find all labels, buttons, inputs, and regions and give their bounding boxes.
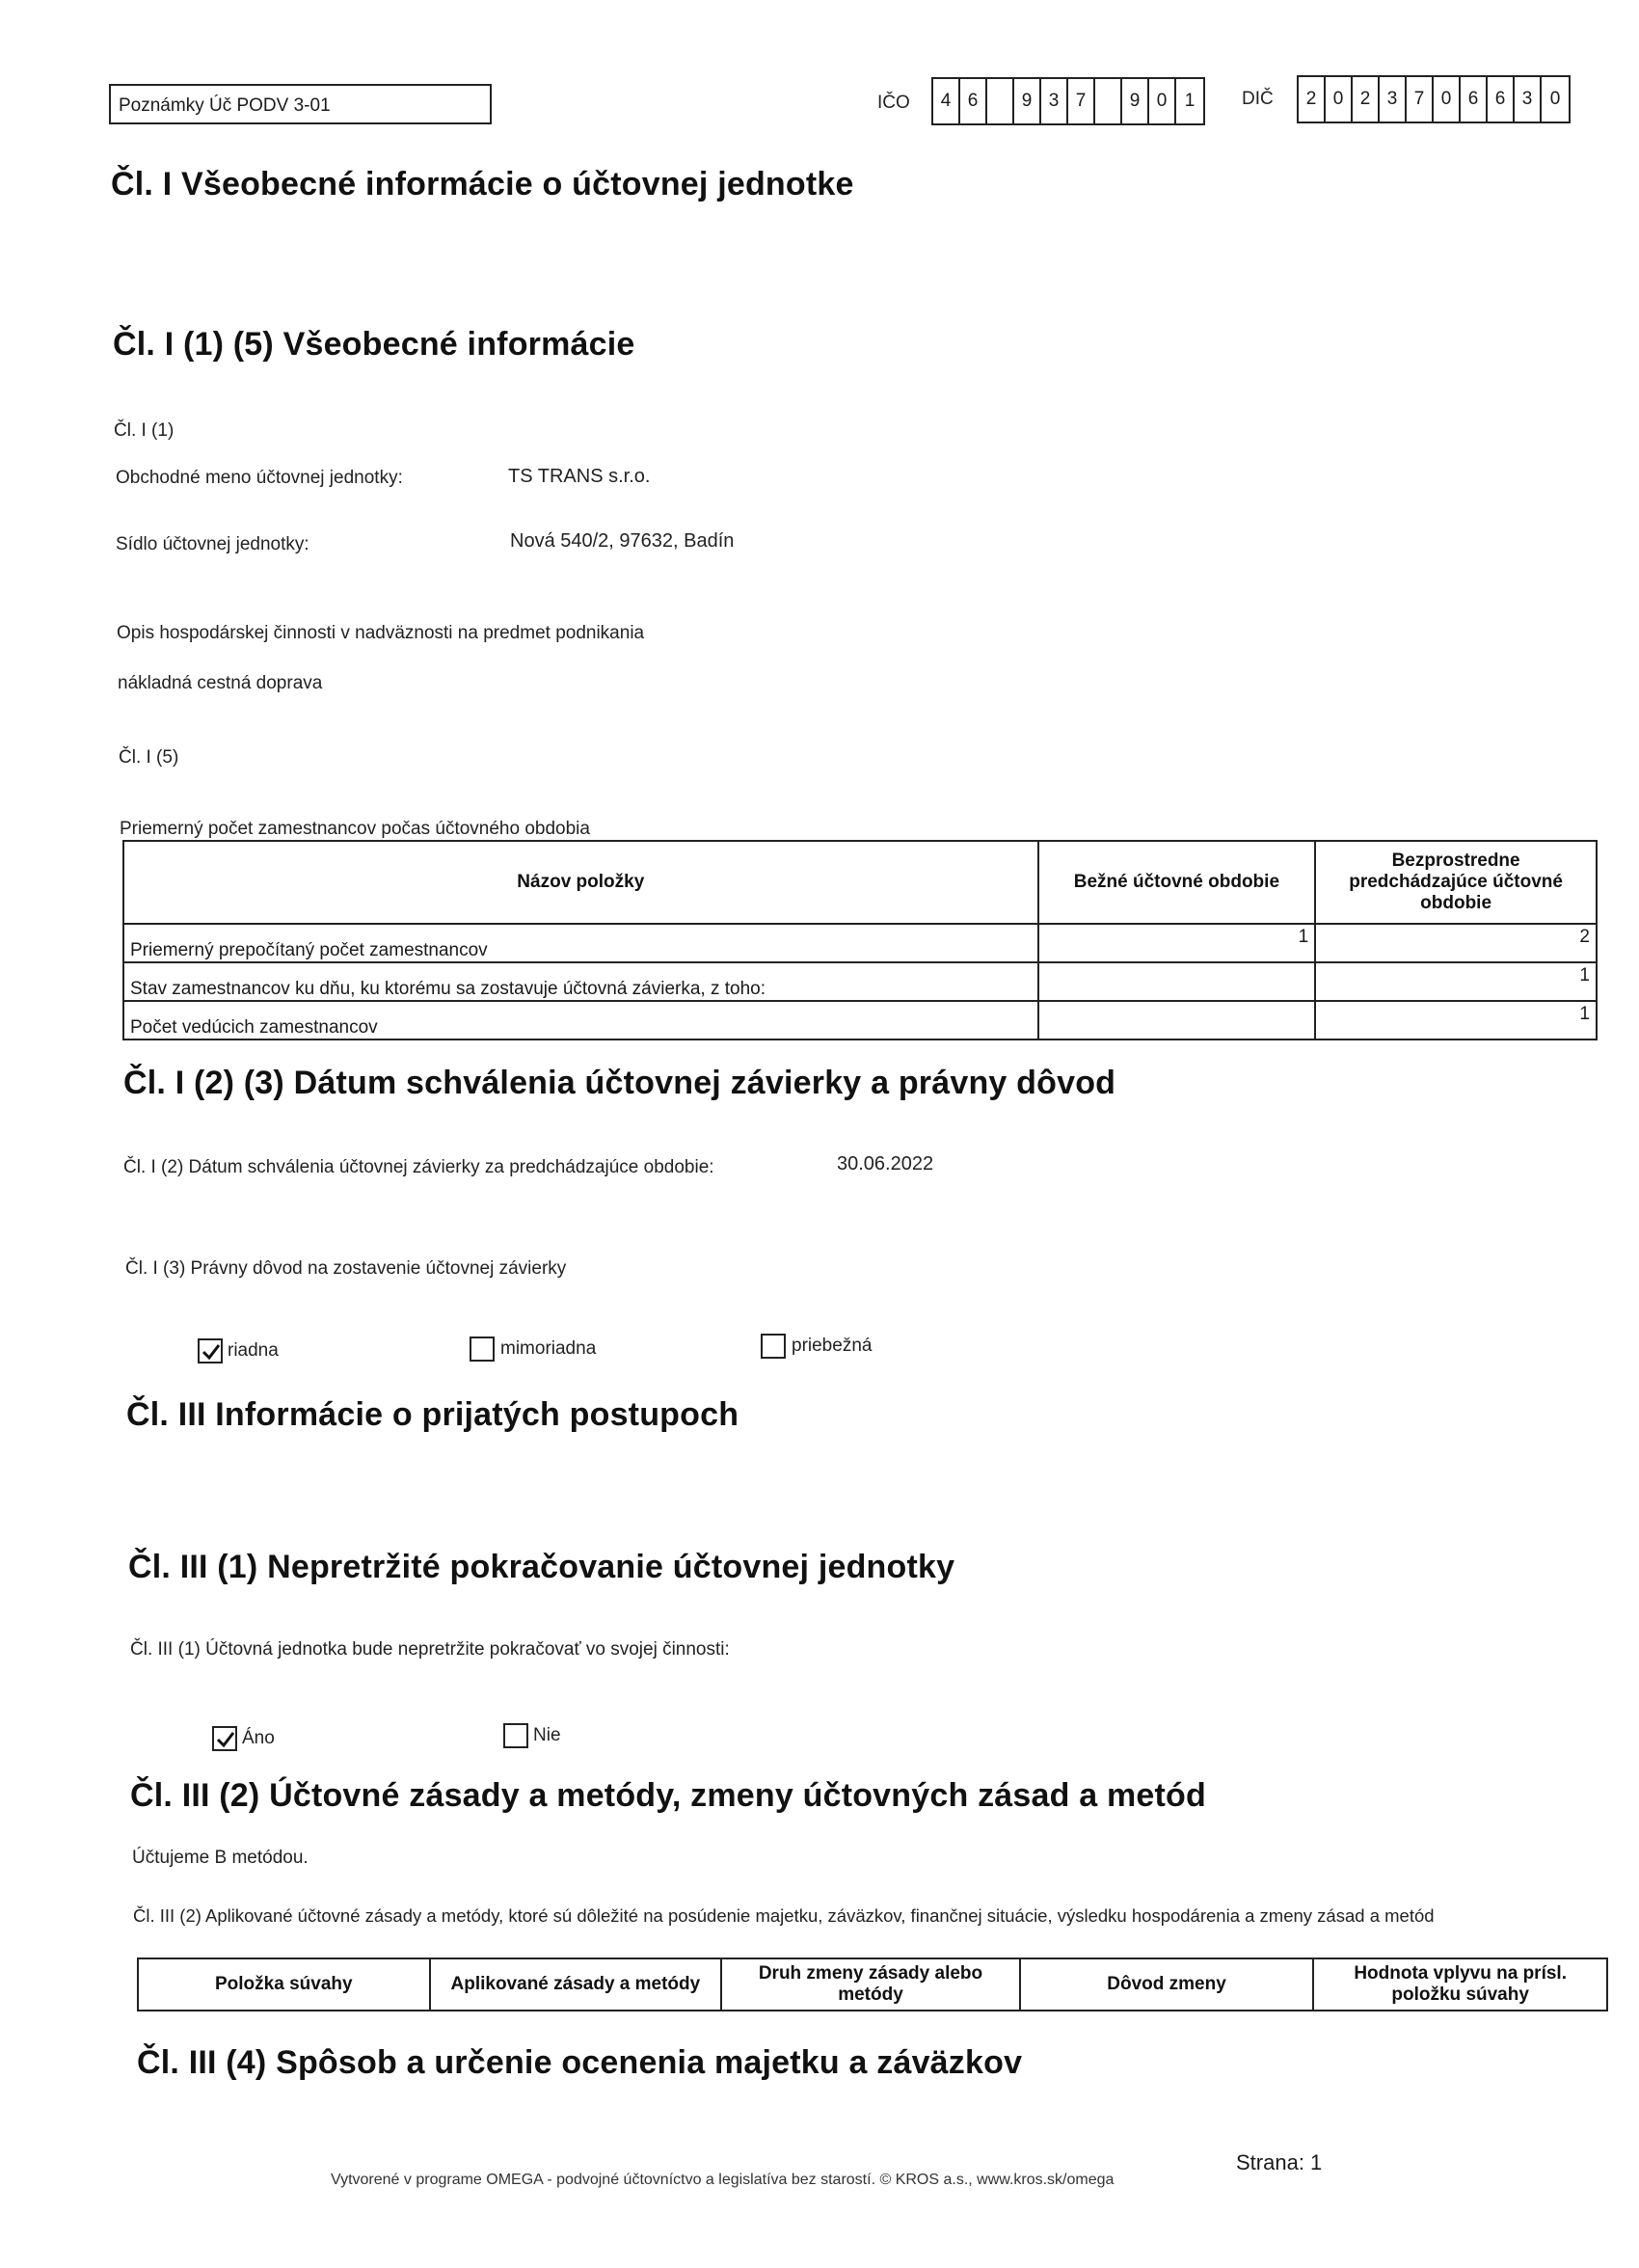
company-seat-value: Nová 540/2, 97632, Badín [510, 530, 735, 552]
check-icon [215, 1729, 236, 1750]
dic-digit: 7 [1407, 77, 1434, 122]
ico-digit: 9 [1122, 79, 1149, 123]
ico-digit: 4 [933, 79, 960, 123]
methods-table [137, 1958, 1608, 2012]
row-name: Stav zamestnancov ku dňu, ku ktorému sa zostavuje účtovná závierka, z toho: [123, 962, 1038, 1001]
checkbox-mimoriadna-label: mimoriadna [500, 1338, 597, 1359]
section-2-title: Čl. I (2) (3) Dátum schválenia účtovnej závierky a právny dôvod [123, 1065, 1116, 1101]
dic-digit: 6 [1461, 77, 1488, 122]
methods-header-change-type: Druh zmeny zásady alebo metódy [721, 1958, 1020, 2011]
ico-digit: 0 [1149, 79, 1176, 123]
row-current: 1 [1038, 924, 1316, 962]
art-5-label: Čl. I (5) [119, 747, 179, 768]
ico-label: IČO [877, 93, 910, 113]
table-row [123, 962, 1597, 1001]
methods-header-impact: Hodnota vplyvu na prísl. položku súvahy [1313, 1958, 1607, 2011]
ico-digit: 7 [1068, 79, 1095, 123]
methods-header-applied: Aplikované zásady a metódy [430, 1958, 722, 2011]
checkbox-priebezna[interactable] [761, 1334, 786, 1359]
company-name-value: TS TRANS s.r.o. [508, 466, 651, 487]
activity-value: nákladná cestná doprava [118, 673, 323, 693]
ico-digit: 9 [1014, 79, 1041, 123]
employees-caption: Priemerný počet zamestnancov počas účtovného obdobia [120, 819, 590, 839]
ico-digits [931, 77, 1205, 125]
approval-date-label: Čl. I (2) Dátum schválenia účtovnej závierky za predchádzajúce obdobie: [123, 1157, 714, 1177]
section-3-sub4-title: Čl. III (4) Spôsob a určenie ocenenia majetku a záväzkov [137, 2044, 1023, 2081]
checkbox-nie[interactable] [503, 1723, 528, 1748]
ico-digit [1095, 79, 1122, 123]
section-3-sub2-title: Čl. III (2) Účtovné zásady a metódy, zmeny účtovných zásad a metód [130, 1777, 1206, 1814]
employees-table [122, 840, 1598, 1040]
method-text: Účtujeme B metódou. [132, 1848, 309, 1868]
dic-digit: 0 [1434, 77, 1461, 122]
page-number: Strana: 1 [1236, 2150, 1323, 2174]
section-3-title: Čl. III Informácie o prijatých postupoch [126, 1396, 739, 1433]
dic-digit: 3 [1380, 77, 1407, 122]
company-name-label: Obchodné meno účtovnej jednotky: [116, 468, 403, 488]
checkbox-riadna[interactable] [198, 1338, 223, 1364]
dic-digit: 2 [1353, 77, 1380, 122]
methods-header-reason: Dôvod zmeny [1020, 1958, 1314, 2011]
ico-digit: 3 [1041, 79, 1068, 123]
row-current [1038, 1001, 1316, 1040]
table-row [123, 1001, 1597, 1040]
form-code-box [109, 84, 492, 124]
legal-reason-label: Čl. I (3) Právny dôvod na zostavenie účtovnej závierky [125, 1258, 567, 1279]
employees-header-current: Bežné účtovné obdobie [1038, 841, 1316, 924]
dic-digit: 3 [1515, 77, 1542, 122]
checkbox-priebezna-label: priebežná [792, 1336, 873, 1356]
dic-digit: 6 [1488, 77, 1515, 122]
row-previous: 1 [1315, 962, 1597, 1001]
dic-digit: 0 [1326, 77, 1353, 122]
dic-digits [1297, 75, 1571, 123]
employees-header-previous: Bezprostredne predchádzajúce účtovné obdobie [1315, 841, 1597, 924]
ico-digit [987, 79, 1014, 123]
row-name: Počet vedúcich zamestnancov [123, 1001, 1038, 1040]
art-1-label: Čl. I (1) [114, 420, 175, 441]
section-3-sub1-title: Čl. III (1) Nepretržité pokračovanie účtovnej jednotky [128, 1549, 955, 1585]
employees-header-name: Názov položky [123, 841, 1038, 924]
section-1-subtitle: Čl. I (1) (5) Všeobecné informácie [113, 326, 635, 363]
applied-methods-label: Čl. III (2) Aplikované účtovné zásady a metódy, ktoré sú dôležité na posúdenie majetku, záväzkov, finančnej situácie, výsledku hospodárenia a zmeny zásad a metód [133, 1905, 1435, 1926]
activity-label: Opis hospodárskej činnosti v nadväznosti na predmet podnikania [117, 623, 645, 643]
footer-credit: Vytvorené v programe OMEGA - podvojné účtovníctvo a legislatíva bez starostí. © KROS a.s., www.kros.sk/omega [331, 2172, 1115, 2188]
section-1-title: Čl. I Všeobecné informácie o účtovnej jednotke [111, 166, 854, 202]
checkbox-nie-label: Nie [533, 1725, 561, 1745]
row-previous: 1 [1315, 1001, 1597, 1040]
continuation-question: Čl. III (1) Účtovná jednotka bude nepretržite pokračovať vo svojej činnosti: [130, 1639, 730, 1660]
checkbox-mimoriadna[interactable] [470, 1336, 495, 1362]
checkbox-riadna-label: riadna [228, 1340, 279, 1361]
approval-date-value: 30.06.2022 [837, 1153, 934, 1174]
ico-digit: 1 [1184, 91, 1196, 111]
company-seat-label: Sídlo účtovnej jednotky: [116, 534, 309, 554]
checkbox-ano[interactable] [212, 1726, 237, 1751]
ico-digit: 6 [960, 79, 987, 123]
checkbox-ano-label: Áno [242, 1728, 275, 1748]
check-icon [201, 1341, 222, 1363]
row-name: Priemerný prepočítaný počet zamestnancov [123, 924, 1038, 962]
dic-digit: 0 [1549, 89, 1561, 109]
form-code: Poznámky Úč PODV 3-01 [119, 95, 331, 116]
dic-digit: 2 [1299, 77, 1326, 122]
row-previous: 2 [1315, 924, 1597, 962]
table-row [123, 924, 1597, 962]
row-current [1038, 962, 1316, 1001]
methods-header-item: Položka súvahy [138, 1958, 430, 2011]
dic-label: DIČ [1242, 89, 1274, 109]
